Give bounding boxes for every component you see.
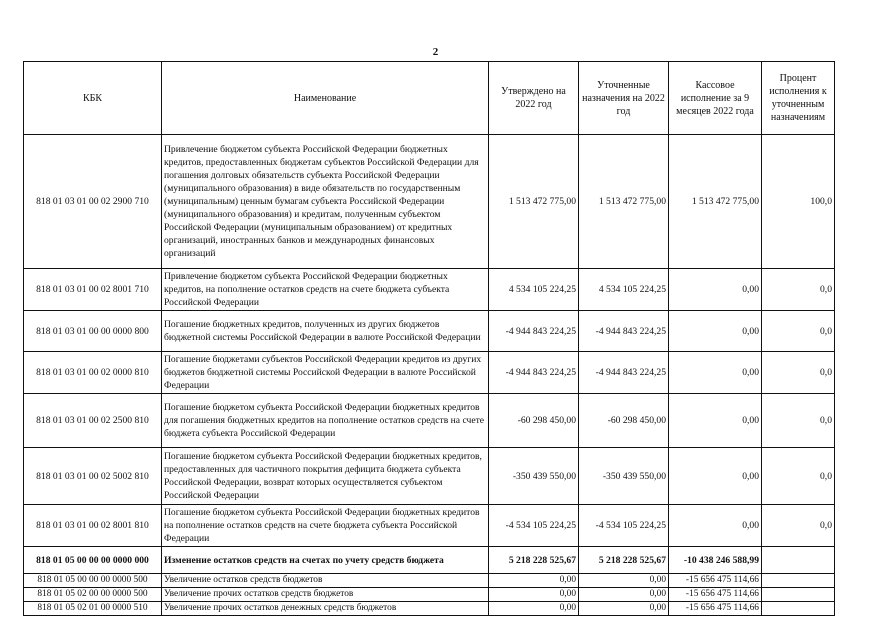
revised-cell: -4 944 843 224,25 [579,311,669,352]
cash-cell: 0,00 [669,311,762,352]
percent-cell: 0,0 [762,269,835,311]
kbk-cell: 818 01 05 02 01 00 0000 510 [24,602,162,616]
approved-cell: -4 944 843 224,25 [489,311,579,352]
name-cell: Погашение бюджетами субъектов Российской Федерации кредитов из других бюджетов бюджетной системы Российской Федерации в валюте Российской Федерации [162,352,489,394]
name-cell: Погашение бюджетом субъекта Российской Федерации бюджетных кредитов для погашения бюджетных кредитов на пополнение остатков средств на счете бюджета субъекта Российской Федерации [162,394,489,448]
percent-cell: 0,0 [762,352,835,394]
table-row [24,547,835,574]
kbk-cell: 818 01 03 01 00 02 8001 810 [24,505,162,547]
approved-cell: -60 298 450,00 [489,394,579,448]
revised-cell: 0,00 [579,588,669,602]
percent-cell [762,547,835,574]
revised-cell: -4 944 843 224,25 [579,352,669,394]
cash-cell: -10 438 246 588,99 [669,547,762,574]
name-cell: Погашение бюджетом субъекта Российской Федерации бюджетных кредитов, предоставленных для частичного покрытия дефицита бюджета субъекта Российской Федерации, возврат которых осуществляется субъектом Российской Федерации [162,448,489,505]
budget-execution-table [23,61,835,616]
revised-cell: -4 534 105 224,25 [579,505,669,547]
name-cell: Увеличение прочих остатков средств бюджетов [162,588,489,602]
name-cell: Изменение остатков средств на счетах по учету средств бюджета [162,547,489,574]
approved-cell: 0,00 [489,588,579,602]
percent-cell: 0,0 [762,394,835,448]
name-cell: Погашение бюджетных кредитов, полученных из других бюджетов бюджетной системы Российской Федерации в валюте Российской Федерации [162,311,489,352]
table-row [24,311,835,352]
table-row [24,269,835,311]
kbk-cell: 818 01 05 00 00 00 0000 500 [24,574,162,588]
cash-cell: -15 656 475 114,66 [669,574,762,588]
approved-cell: 0,00 [489,602,579,616]
cash-cell: 0,00 [669,505,762,547]
percent-cell: 0,0 [762,311,835,352]
approved-cell: 0,00 [489,574,579,588]
kbk-cell: 818 01 03 01 00 00 0000 800 [24,311,162,352]
revised-cell: 0,00 [579,602,669,616]
header-approved: Утверждено на 2022 год [489,62,579,135]
table-row [24,135,835,269]
approved-cell: 1 513 472 775,00 [489,135,579,269]
kbk-cell: 818 01 03 01 00 02 8001 710 [24,269,162,311]
revised-cell: 1 513 472 775,00 [579,135,669,269]
name-cell: Привлечение бюджетом субъекта Российской Федерации бюджетных кредитов, предоставленных бюджетам субъектов Российской Федерации для погашения долговых обязательств субъекта Российской Федерации (муниципального образования) в виде обязательств по государственным (муниципальным) ценным бумагам субъекта Российской Федерации (муниципального образования) и кредитам, полученным субъектом Российской Федерации (муниципальным образованием) от кредитных организаций, иностранных банков и международных финансовых организаций [162,135,489,269]
percent-cell: 0,0 [762,448,835,505]
name-cell: Погашение бюджетом субъекта Российской Федерации бюджетных кредитов на пополнение остатков средств на счете бюджета субъекта Российской Федерации [162,505,489,547]
header-cash-execution: Кассовое исполнение за 9 месяцев 2022 года [669,62,762,135]
page-number: 2 [432,46,439,58]
table-row [24,574,835,588]
cash-cell: 0,00 [669,352,762,394]
name-cell: Привлечение бюджетом субъекта Российской Федерации бюджетных кредитов, на пополнение остатков средств на счете бюджета субъекта Российской Федерации [162,269,489,311]
cash-cell: 1 513 472 775,00 [669,135,762,269]
percent-cell: 0,0 [762,505,835,547]
approved-cell: -4 534 105 224,25 [489,505,579,547]
revised-cell: 0,00 [579,574,669,588]
kbk-cell: 818 01 03 01 00 02 5002 810 [24,448,162,505]
kbk-cell: 818 01 05 00 00 00 0000 000 [24,547,162,574]
cash-cell: 0,00 [669,269,762,311]
cash-cell: 0,00 [669,448,762,505]
header-name: Наименование [162,62,489,135]
percent-cell: 100,0 [762,135,835,269]
name-cell: Увеличение прочих остатков денежных средств бюджетов [162,602,489,616]
kbk-cell: 818 01 05 02 00 00 0000 500 [24,588,162,602]
table-row [24,448,835,505]
approved-cell: 4 534 105 224,25 [489,269,579,311]
header-percent: Процент исполнения к уточненным назначениям [762,62,835,135]
table-row [24,394,835,448]
cash-cell: 0,00 [669,394,762,448]
percent-cell [762,574,835,588]
cash-cell: -15 656 475 114,66 [669,602,762,616]
revised-cell: 4 534 105 224,25 [579,269,669,311]
table-row [24,505,835,547]
approved-cell: 5 218 228 525,67 [489,547,579,574]
kbk-cell: 818 01 03 01 00 02 2500 810 [24,394,162,448]
header-kbk: КБК [24,62,162,135]
name-cell: Увеличение остатков средств бюджетов [162,574,489,588]
revised-cell: -60 298 450,00 [579,394,669,448]
approved-cell: -4 944 843 224,25 [489,352,579,394]
table-row [24,602,835,616]
kbk-cell: 818 01 03 01 00 02 2900 710 [24,135,162,269]
cash-cell: -15 656 475 114,66 [669,588,762,602]
table-row [24,588,835,602]
revised-cell: 5 218 228 525,67 [579,547,669,574]
header-revised: Уточненные назначения на 2022 год [579,62,669,135]
revised-cell: -350 439 550,00 [579,448,669,505]
kbk-cell: 818 01 03 01 00 02 0000 810 [24,352,162,394]
approved-cell: -350 439 550,00 [489,448,579,505]
table-header-row [24,62,835,135]
table-row [24,352,835,394]
percent-cell [762,602,835,616]
percent-cell [762,588,835,602]
